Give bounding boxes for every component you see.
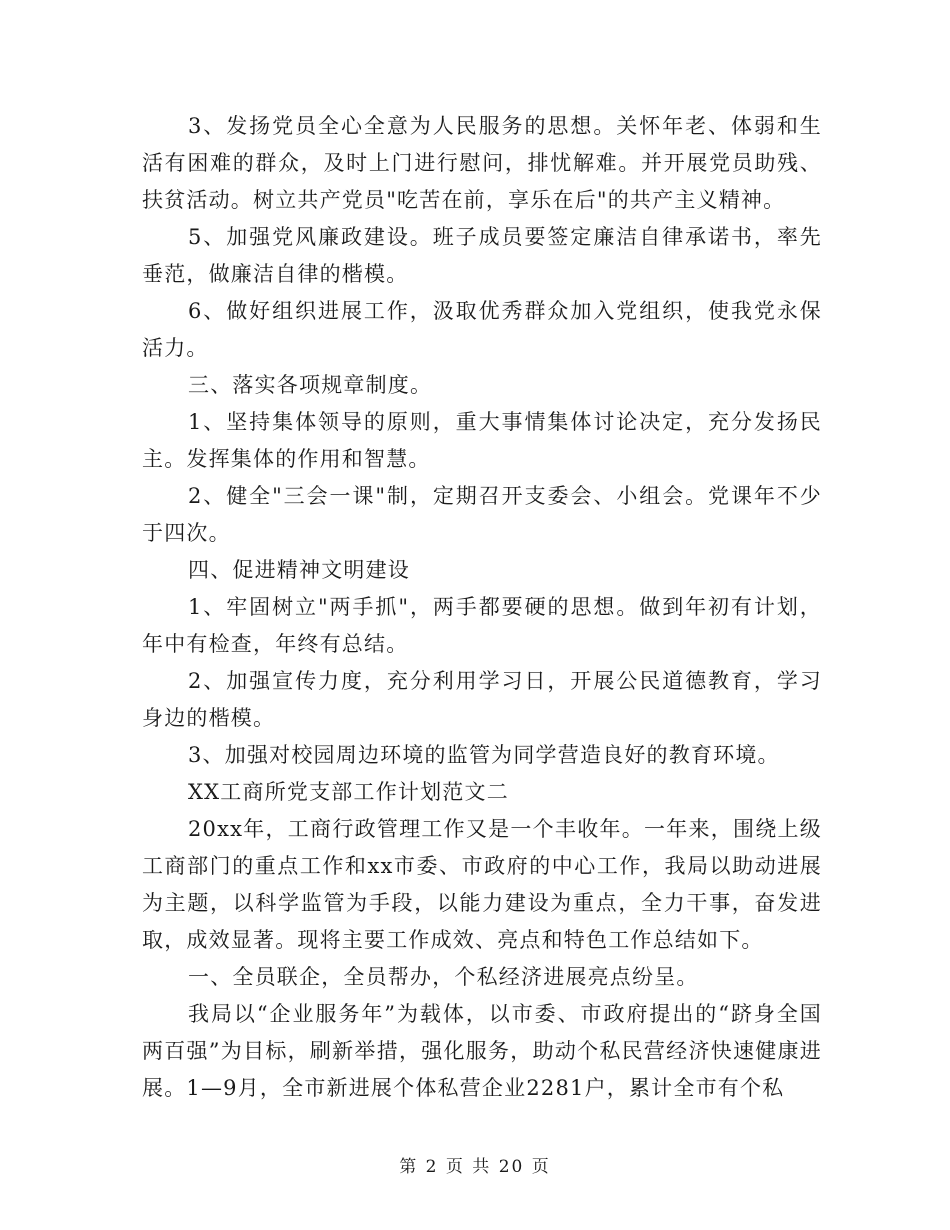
paragraph: 1、坚持集体领导的原则，重大事情集体讨论决定，充分发扬民主。发挥集体的作用和智慧。 [142, 410, 822, 471]
paragraph: 1、牢固树立"两手抓"，两手都要硬的思想。做到年初有计划，年中有检查，年终有总结。 [142, 595, 822, 656]
paragraph: 2、加强宣传力度，充分利用学习日，开展公民道德教育，学习身边的楷模。 [142, 669, 822, 730]
document-body [142, 108, 822, 1107]
paragraph: 2、健全"三会一课"制，定期召开支委会、小组会。党课年不少于四次。 [142, 484, 822, 545]
document-subtitle: XX工商所党支部工作计划范文二 [188, 780, 509, 804]
paragraph: 20xx年，工商行政管理工作又是一个丰收年。一年来，围绕上级工商部门的重点工作和xx市委、市政府的中心工作，我局以助动进展为主题，以科学监管为手段，以能力建设为重点，全力干事，奋发进取，成效显著。现将主要工作成效、亮点和特色工作总结如下。 [142, 817, 822, 952]
paragraph: 3、发扬党员全心全意为人民服务的思想。关怀年老、体弱和生活有困难的群众，及时上门进行慰问，排忧解难。并开展党员助残、扶贫活动。树立共产党员"吃苦在前，享乐在后"的共产主义精神。 [142, 114, 822, 212]
paragraph: 我局以“企业服务年”为载体，以市委、市政府提出的“跻身全国两百强”为目标，刷新举措，强化服务，助动个私民营经济快速健康进展。1—9月，全市新进展个体私营企业2281户，累计全市有个私 [142, 1002, 822, 1100]
page-number-footer: 第 2 页 共 20 页 [399, 1157, 551, 1177]
paragraph: 5、加强党风廉政建设。班子成员要签定廉洁自律承诺书，率先垂范，做廉洁自律的楷模。 [142, 225, 822, 286]
section-heading: 一、全员联企，全员帮办，个私经济进展亮点纷呈。 [188, 965, 699, 989]
paragraph: 6、做好组织进展工作，汲取优秀群众加入党组织，使我党永保活力。 [142, 299, 822, 360]
section-heading: 三、落实各项规章制度。 [188, 373, 433, 397]
section-heading: 四、促进精神文明建设 [188, 558, 410, 582]
paragraph: 3、加强对校园周边环境的监管为同学营造良好的教育环境。 [188, 743, 780, 767]
